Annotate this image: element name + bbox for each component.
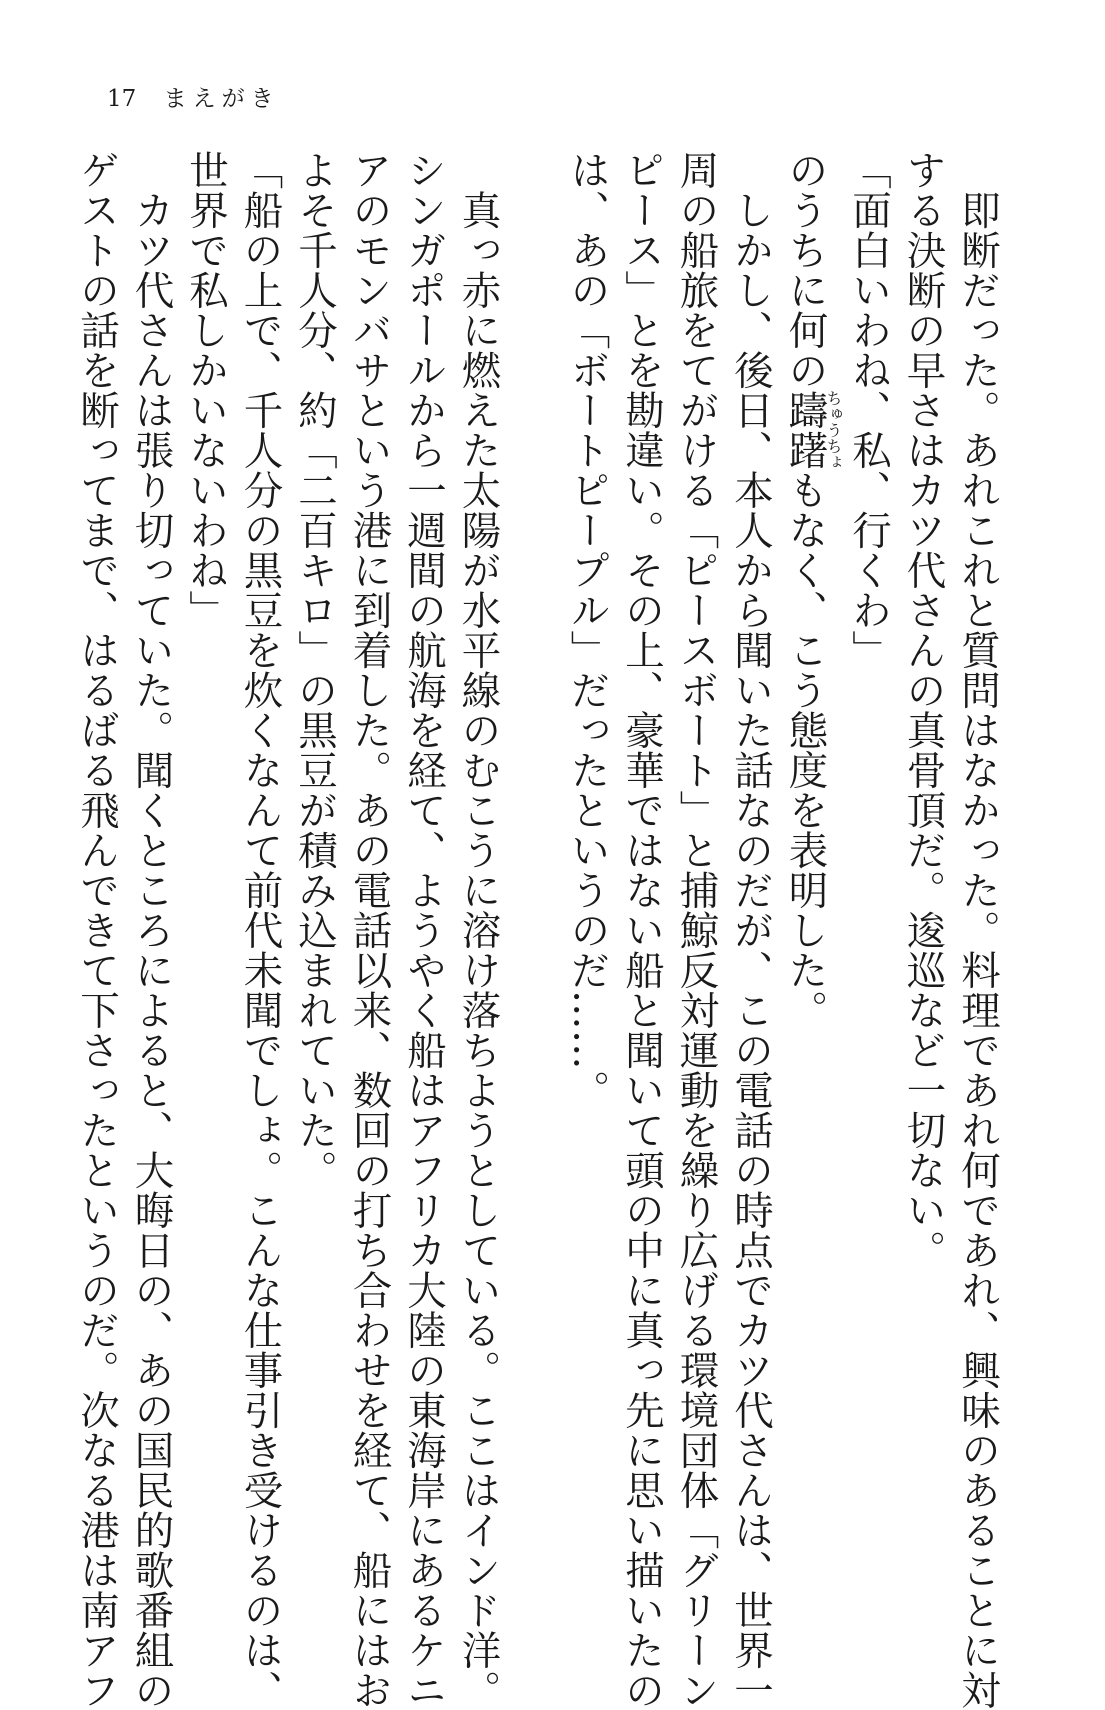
text-fragment: のうちに何の	[782, 150, 829, 390]
ruby-word	[782, 390, 843, 470]
text-line: ピース」とを勘違い。その上、豪華ではない船と聞いて頭の中に真っ先に思い描いたの	[619, 150, 665, 1710]
section-title: まえがき	[163, 86, 280, 112]
page-number: 17	[107, 86, 137, 112]
text-line: ゲストの話を断ってまで、はるばる飛んできて下さったというのだ。次なる港は南アフ	[74, 150, 120, 1710]
running-head	[107, 88, 280, 111]
text-line: は、あの「ボートピープル」だったというのだ……。	[564, 150, 611, 1110]
text-line: 「船の上で、千人分の黒豆を炊くなんて前代未聞でしょ。こんな仕事引き受けるのは、	[237, 150, 284, 1710]
text-fragment: もなく、こう態度を表明した。	[782, 470, 829, 1030]
text-line: よそ千人分、約「二百キロ」の黒豆が積み込まれていた。	[292, 150, 338, 1190]
text-line: シンガポールから一週間の航海を経て、ようやく船はアフリカ大陸の東海岸にあるケニ	[401, 150, 447, 1710]
ruby-reading: ちゅうちょ	[824, 390, 843, 470]
text-line: 真っ赤に燃えた太陽が水平線のむこうに溶け落ちようとしている。ここはインド洋。	[455, 150, 502, 1710]
text-line: 世界で私しかいないわね」	[183, 150, 229, 630]
text-line: する決断の早さはカツ代さんの真骨頂だ。逡巡など一切ない。	[900, 150, 947, 1270]
vertical-body-text	[70, 150, 1006, 1710]
blank-line	[506, 150, 561, 1550]
text-line: しかし、後日、本人から聞いた話なのだが、この電話の時点でカツ代さんは、世界一	[728, 150, 774, 1710]
text-line: アのモンバサという港に到着した。あの電話以来、数回の打ち合わせを経て、船にはお	[346, 150, 393, 1710]
text-line: カツ代さんは張り切っていた。聞くところによると、大晦日の、あの国民的歌番組の	[128, 150, 175, 1710]
text-line-with-ruby	[778, 150, 842, 1550]
text-line: 「面白いわね、私、行くわ」	[846, 150, 892, 670]
ruby-base: 躊躇	[782, 390, 829, 470]
text-line: 周の船旅をてがける「ピースボート」と捕鯨反対運動を繰り広げる環境団体「グリーン	[673, 150, 720, 1710]
text-line: 即断だった。あれこれと質問はなかった。料理であれ何であれ、興味のあることに対	[955, 150, 1001, 1710]
